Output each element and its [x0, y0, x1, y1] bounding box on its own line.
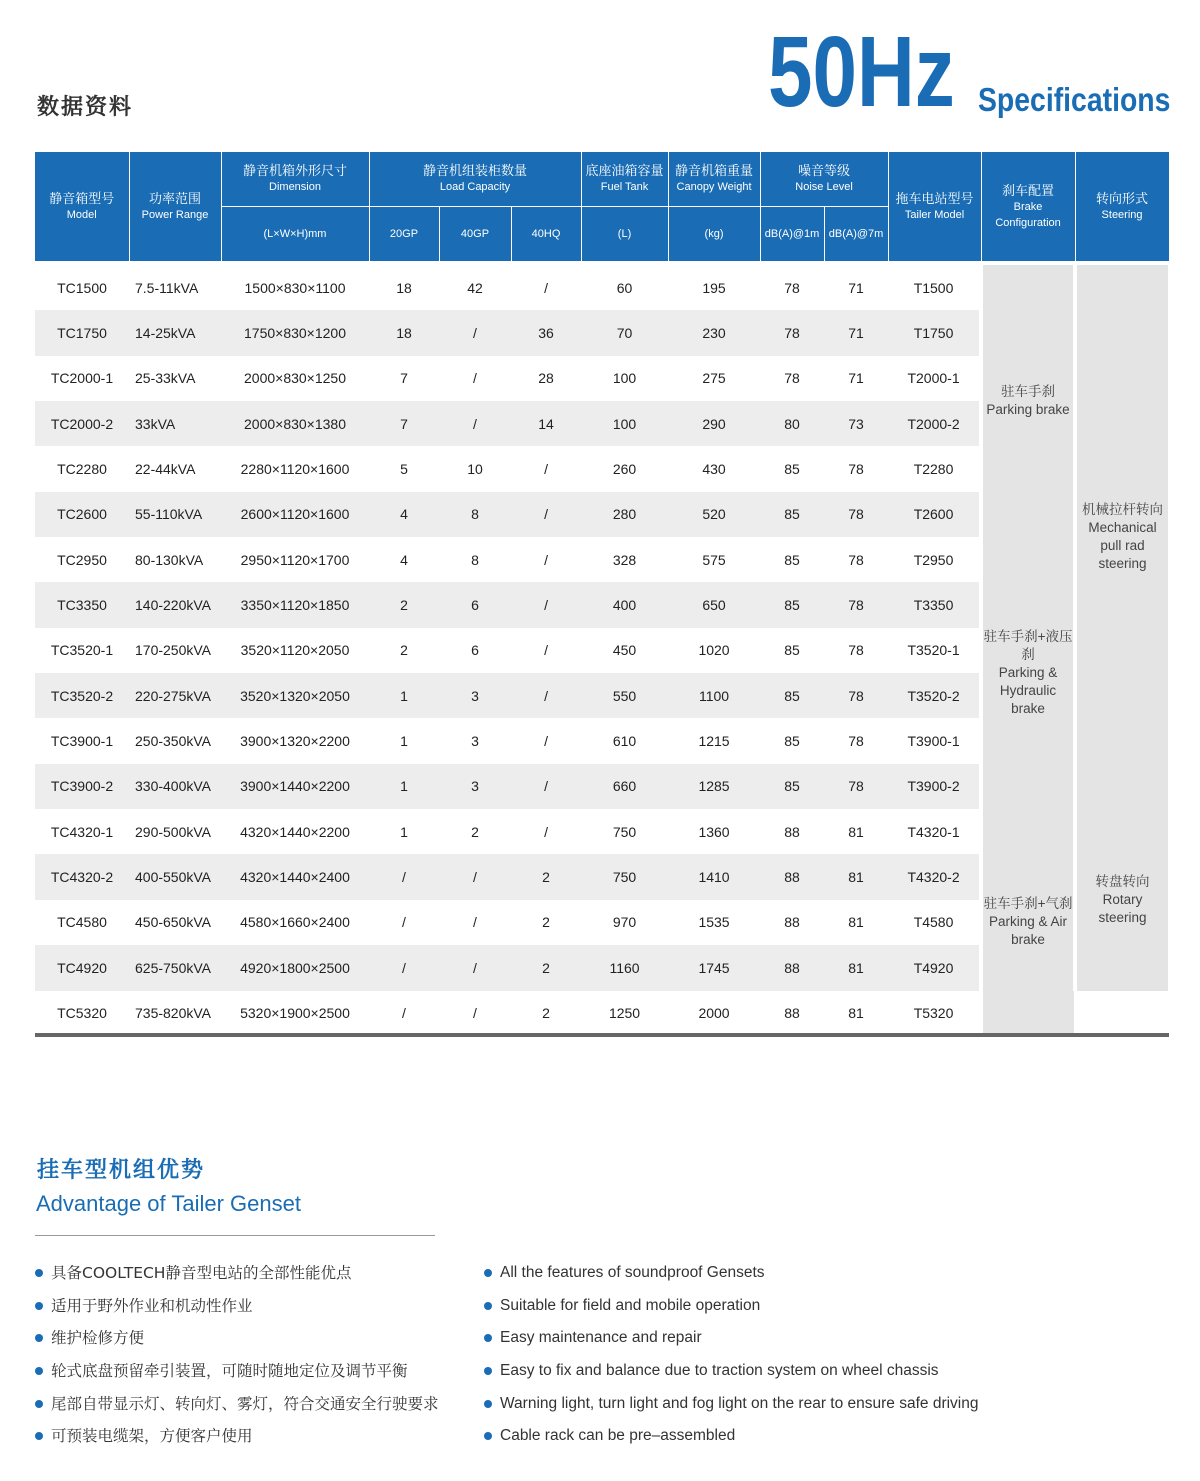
cell-model: TC3520-1	[50, 642, 114, 659]
cell-power: 450-650kVA	[135, 914, 212, 931]
list-item: Easy to fix and balance due to traction system on wheel chassis	[484, 1361, 978, 1394]
steering-group-cell	[1075, 263, 1169, 809]
cell-model: TC4320-2	[35, 854, 129, 899]
cell-noise-7m: 81	[848, 1005, 864, 1022]
cell-load-40hq: 2	[511, 945, 581, 990]
cell-noise-1m: 78	[760, 263, 824, 310]
cell-tailer: T4320-2	[888, 854, 981, 899]
cell-fuel: 400	[581, 582, 668, 627]
cell-noise-1m: 85	[760, 492, 824, 537]
cell-power: 250-350kVA	[135, 733, 212, 750]
list-item: 尾部自带显示灯、转向灯、雾灯，符合交通安全行驶要求	[35, 1394, 439, 1427]
cell-fuel: 970	[612, 914, 637, 931]
cell-weight: 650	[668, 582, 760, 627]
cell-load-40hq: /	[511, 673, 581, 718]
cell-fuel: 750	[612, 823, 637, 840]
cell-fuel: 260	[612, 461, 637, 478]
cell-noise-1m: 80	[760, 401, 824, 446]
cell-noise-7m: 78	[848, 642, 864, 659]
cell-load-40hq: 2	[511, 854, 581, 899]
cell-load-40gp: /	[473, 370, 477, 387]
header-steering: 转向形式 Steering	[1075, 152, 1169, 263]
cell-noise-1m: 88	[760, 854, 824, 899]
cell-load-20gp: 1	[369, 764, 439, 809]
cell-model: TC3900-1	[50, 733, 114, 750]
cell-model: TC3900-2	[35, 764, 129, 809]
cell-dimension: 4920×1800×2500	[221, 945, 369, 990]
cell-load-40hq: 2	[542, 1005, 550, 1022]
cell-noise-7m: 78	[824, 582, 888, 627]
cell-noise-7m: 71	[848, 370, 864, 387]
cell-tailer: T4580	[913, 914, 954, 931]
cell-tailer: T4920	[888, 945, 981, 990]
cell-model: TC2950	[57, 551, 107, 568]
cell-noise-1m: 85	[760, 673, 824, 718]
cell-model: TC4320-1	[50, 823, 114, 840]
cell-weight: 195	[668, 263, 760, 310]
brake-group-cell	[981, 809, 1075, 1036]
cell-load-20gp: 1	[400, 823, 408, 840]
cell-power: 170-250kVA	[135, 642, 212, 659]
cell-load-20gp: 5	[400, 461, 408, 478]
cell-fuel: 1160	[581, 945, 668, 990]
header-power: 功率范围 Power Range	[129, 152, 221, 263]
brake-group-en: Parking brake	[986, 402, 1070, 418]
cell-load-20gp: 1	[369, 673, 439, 718]
cell-dimension: 4320×1440×2400	[221, 854, 369, 899]
cell-dimension: 3520×1320×2050	[221, 673, 369, 718]
list-item: 维护检修方便	[35, 1328, 439, 1361]
cell-power: 330-400kVA	[129, 764, 221, 809]
brake-group-cn: 驻车手刹+液压刹	[983, 629, 1073, 663]
header-fuel: 底座油箱容量 Fuel Tank	[581, 152, 668, 207]
steering-group-en: Mechanical pull rad steering	[1088, 520, 1157, 572]
cell-weight: 1100	[668, 673, 760, 718]
subheader-fuel-unit: (L)	[581, 207, 668, 264]
cell-load-20gp: 2	[369, 582, 439, 627]
cell-load-40gp: /	[473, 1005, 477, 1022]
header-tailer: 拖车电站型号 Tailer Model	[888, 152, 981, 263]
cell-dimension: 3900×1320×2200	[240, 733, 350, 750]
cell-noise-1m: 88	[784, 1005, 800, 1022]
cell-model: TC1750	[35, 310, 129, 355]
frequency-title: 50Hz	[768, 16, 955, 128]
cell-model: TC5320	[57, 1005, 107, 1022]
header-model: 静音箱型号 Model	[35, 152, 129, 263]
cell-tailer: T3900-2	[888, 764, 981, 809]
cell-noise-1m: 85	[760, 582, 824, 627]
cell-model: TC2280	[57, 461, 107, 478]
cell-load-40hq: /	[511, 492, 581, 537]
cell-dimension: 2600×1120×1600	[221, 492, 369, 537]
cell-tailer: T3900-1	[907, 733, 960, 750]
specifications-table	[35, 152, 1170, 1036]
cell-weight: 1535	[698, 914, 730, 931]
cell-load-40hq: /	[544, 551, 548, 568]
cell-load-40hq: /	[511, 263, 581, 310]
cell-load-40gp: 3	[439, 764, 511, 809]
list-item: Suitable for field and mobile operation	[484, 1296, 978, 1329]
cell-dimension: 2000×830×1250	[244, 370, 346, 387]
brake-group-en: Parking & Air brake	[989, 914, 1068, 948]
list-item: Cable rack can be pre–assembled	[484, 1426, 978, 1459]
cell-load-40gp: 6	[471, 642, 479, 659]
cell-tailer: T3350	[888, 582, 981, 627]
cell-load-40gp: 3	[439, 673, 511, 718]
cell-fuel: 60	[581, 263, 668, 310]
cell-load-40hq: /	[544, 733, 548, 750]
cell-load-40hq: /	[544, 461, 548, 478]
cell-power: 7.5-11kVA	[129, 263, 221, 310]
cell-noise-1m: 88	[784, 914, 800, 931]
cell-tailer: T3520-1	[907, 642, 960, 659]
cell-power: 220-275kVA	[129, 673, 221, 718]
cell-load-40gp: /	[439, 401, 511, 446]
cell-noise-1m: 78	[784, 370, 800, 387]
brake-group-cell	[981, 263, 1075, 537]
cell-weight: 1285	[668, 764, 760, 809]
cell-tailer: T2000-2	[888, 401, 981, 446]
cell-power: 25-33kVA	[135, 370, 196, 387]
subheader-noise-7m: dB(A)@7m	[824, 207, 888, 264]
cell-noise-1m: 88	[784, 823, 800, 840]
cell-fuel: 100	[612, 370, 637, 387]
list-item: 轮式底盘预留牵引装置，可随时随地定位及调节平衡	[35, 1361, 439, 1394]
advantage-list-en	[484, 1263, 978, 1459]
table-row	[35, 809, 1169, 854]
cell-load-40hq: /	[511, 764, 581, 809]
steering-empty-cell	[1075, 991, 1169, 1036]
brake-group-cn: 驻车手刹	[1001, 384, 1056, 400]
cell-fuel: 750	[581, 854, 668, 899]
cell-fuel: 100	[581, 401, 668, 446]
cell-noise-7m: 78	[824, 492, 888, 537]
cell-noise-7m: 81	[848, 914, 864, 931]
cell-dimension: 4320×1440×2200	[240, 823, 350, 840]
cell-fuel: 660	[581, 764, 668, 809]
cell-fuel: 328	[612, 551, 637, 568]
header-noise: 噪音等级 Noise Level	[760, 152, 888, 207]
cell-noise-7m: 81	[848, 823, 864, 840]
cell-weight: 1360	[698, 823, 730, 840]
cell-weight: 275	[702, 370, 726, 387]
cell-load-20gp: 1	[400, 733, 408, 750]
cell-load-40hq: 28	[538, 370, 554, 387]
cell-fuel: 1250	[608, 1005, 641, 1022]
subheader-noise-1m: dB(A)@1m	[760, 207, 824, 264]
list-item: Warning light, turn light and fog light on the rear to ensure safe driving	[484, 1394, 978, 1427]
cell-weight: 1410	[668, 854, 760, 899]
cell-noise-7m: 81	[824, 945, 888, 990]
cell-load-40hq: /	[544, 642, 548, 659]
brake-group-cell	[981, 537, 1075, 809]
cell-noise-7m: 78	[824, 764, 888, 809]
subheader-40hq: 40HQ	[511, 207, 581, 264]
cell-noise-1m: 85	[784, 733, 800, 750]
cell-load-40gp: /	[439, 854, 511, 899]
cell-model: TC3520-2	[35, 673, 129, 718]
cell-weight: 575	[702, 551, 726, 568]
cell-noise-1m: 88	[760, 945, 824, 990]
steering-group-cell	[1075, 809, 1169, 990]
cell-dimension: 1750×830×1200	[221, 310, 369, 355]
cell-power: 625-750kVA	[129, 945, 221, 990]
cell-load-40hq: /	[511, 582, 581, 627]
cell-power: 140-220kVA	[129, 582, 221, 627]
table-row	[35, 263, 1169, 310]
advantage-list-cn	[35, 1263, 439, 1459]
steering-group-en: Rotary steering	[1098, 891, 1147, 925]
brake-group-en: Parking & Hydraulic brake	[998, 665, 1058, 717]
cell-load-20gp: /	[369, 854, 439, 899]
cell-tailer: T2280	[913, 461, 954, 478]
cell-weight: 1020	[698, 642, 730, 659]
cell-load-40gp: /	[439, 310, 511, 355]
cell-power: 33kVA	[129, 401, 221, 446]
cell-power: 55-110kVA	[129, 492, 221, 537]
cell-noise-1m: 85	[784, 461, 800, 478]
cell-fuel: 70	[581, 310, 668, 355]
specifications-title: Specifications	[978, 81, 1171, 118]
advantage-divider	[35, 1235, 435, 1236]
cell-noise-7m: 78	[848, 551, 864, 568]
cell-dimension: 4580×1660×2400	[240, 914, 350, 931]
advantage-title-cn: 挂车型机组优势	[37, 1158, 206, 1183]
cell-noise-7m: 78	[824, 673, 888, 718]
cell-tailer: T2000-1	[907, 370, 960, 387]
header-weight: 静音机箱重量 Canopy Weight	[668, 152, 760, 207]
cell-power: 290-500kVA	[135, 823, 212, 840]
cell-weight: 290	[668, 401, 760, 446]
subheader-40gp: 40GP	[439, 207, 511, 264]
list-item: 可预装电缆架，方便客户使用	[35, 1426, 439, 1459]
cell-weight: 1215	[698, 733, 730, 750]
cell-load-40gp: 6	[439, 582, 511, 627]
table-bottom-rule	[35, 1033, 1169, 1037]
cell-load-20gp: 7	[400, 370, 408, 387]
cell-noise-1m: 78	[760, 310, 824, 355]
cell-power: 22-44kVA	[135, 461, 196, 478]
cell-dimension: 2950×1120×1700	[240, 551, 350, 568]
cell-dimension: 3350×1120×1850	[221, 582, 369, 627]
cell-load-40gp: /	[439, 945, 511, 990]
cell-noise-7m: 73	[824, 401, 888, 446]
cell-noise-7m: 81	[824, 854, 888, 899]
steering-group-cn: 机械拉杆转向	[1082, 502, 1164, 518]
cell-noise-1m: 85	[784, 642, 800, 659]
list-item: 具备COOLTECH静音型电站的全部性能优点	[35, 1263, 439, 1296]
cell-load-20gp: 4	[400, 551, 408, 568]
cell-dimension: 1500×830×1100	[221, 263, 369, 310]
cell-load-20gp: /	[369, 945, 439, 990]
subheader-20gp: 20GP	[369, 207, 439, 264]
cell-tailer: T2600	[888, 492, 981, 537]
cell-fuel: 610	[612, 733, 637, 750]
cell-power: 14-25kVA	[129, 310, 221, 355]
cell-model: TC4920	[35, 945, 129, 990]
cell-model: TC1500	[35, 263, 129, 310]
cell-model: TC4580	[57, 914, 107, 931]
table-header-row	[35, 152, 1169, 207]
header-brake: 刹车配置 Brake Configuration	[981, 152, 1075, 263]
table-row	[35, 537, 1169, 582]
cell-model: TC2000-1	[50, 370, 114, 387]
cell-weight: 520	[668, 492, 760, 537]
header-dimension: 静音机箱外形尺寸 Dimension	[221, 152, 369, 207]
cell-load-20gp: /	[402, 1005, 406, 1022]
cell-load-20gp: 4	[369, 492, 439, 537]
advantage-title-en: Advantage of Tailer Genset	[36, 1191, 301, 1216]
cell-dimension: 2280×1120×1600	[240, 461, 350, 478]
list-item: 适用于野外作业和机动性作业	[35, 1296, 439, 1329]
subheader-weight-unit: (kg)	[668, 207, 760, 264]
cell-weight: 430	[702, 461, 726, 478]
cell-model: TC2600	[35, 492, 129, 537]
cell-dimension: 2000×830×1380	[221, 401, 369, 446]
cell-noise-7m: 78	[848, 461, 864, 478]
cell-tailer: T4320-1	[907, 823, 960, 840]
cell-dimension: 5320×1900×2500	[240, 1005, 350, 1022]
cell-dimension: 3900×1440×2200	[221, 764, 369, 809]
cell-load-40hq: /	[544, 823, 548, 840]
cell-load-40gp: 3	[471, 733, 479, 750]
cell-load-40gp: 2	[471, 823, 479, 840]
cell-load-20gp: 7	[369, 401, 439, 446]
cell-weight: 1745	[668, 945, 760, 990]
cell-power: 735-820kVA	[135, 1005, 212, 1022]
cell-fuel: 550	[581, 673, 668, 718]
cell-noise-7m: 78	[848, 733, 864, 750]
cell-dimension: 3520×1120×2050	[240, 642, 350, 659]
cell-load-20gp: 18	[369, 263, 439, 310]
cell-load-40hq: 14	[511, 401, 581, 446]
brake-group-cn: 驻车手刹+气刹	[983, 896, 1073, 912]
cell-load-20gp: /	[402, 914, 406, 931]
cell-load-20gp: 2	[400, 642, 408, 659]
list-item: Easy maintenance and repair	[484, 1328, 978, 1361]
cell-tailer: T2950	[913, 551, 954, 568]
cell-load-40gp: 42	[439, 263, 511, 310]
cell-tailer: T5320	[913, 1005, 954, 1022]
page-title-cn: 数据资料	[37, 95, 134, 120]
cell-fuel: 280	[581, 492, 668, 537]
cell-fuel: 450	[612, 642, 637, 659]
subheader-dimension-unit: (L×W×H)mm	[221, 207, 369, 264]
cell-power: 80-130kVA	[135, 551, 204, 568]
cell-load-40hq: 2	[542, 914, 550, 931]
cell-noise-1m: 85	[784, 551, 800, 568]
cell-tailer: T3520-2	[888, 673, 981, 718]
header-load: 静音机组装柜数量 Load Capacity	[369, 152, 581, 207]
cell-load-40hq: 36	[511, 310, 581, 355]
cell-model: TC2000-2	[35, 401, 129, 446]
cell-tailer: T1750	[888, 310, 981, 355]
cell-load-20gp: 18	[369, 310, 439, 355]
cell-noise-7m: 71	[824, 310, 888, 355]
cell-power: 400-550kVA	[129, 854, 221, 899]
list-item: All the features of soundproof Gensets	[484, 1263, 978, 1296]
cell-tailer: T1500	[888, 263, 981, 310]
cell-load-40gp: 8	[439, 492, 511, 537]
steering-group-cn: 转盘转向	[1095, 873, 1150, 889]
cell-noise-7m: 71	[824, 263, 888, 310]
cell-model: TC3350	[35, 582, 129, 627]
cell-weight: 2000	[698, 1005, 730, 1022]
cell-weight: 230	[668, 310, 760, 355]
cell-load-40gp: 8	[471, 551, 479, 568]
cell-noise-1m: 85	[760, 764, 824, 809]
cell-load-40gp: /	[473, 914, 477, 931]
cell-load-40gp: 10	[467, 461, 483, 478]
